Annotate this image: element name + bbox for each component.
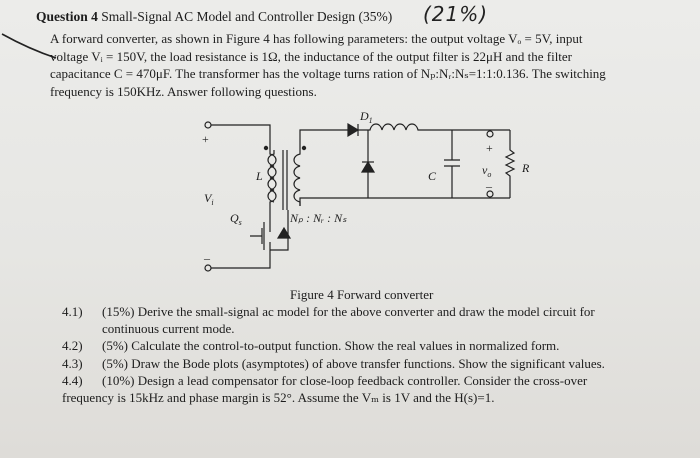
- intro-line-3: capacitance C = 470μF. The transformer has the voltage turns ration of Nₚ:Nᵣ:Nₛ=1:1:0.136. The switching: [50, 66, 606, 82]
- input-minus-terminal: [205, 265, 211, 271]
- intro-line-1: A forward converter, as shown in Figure 4 has following parameters: the output voltage Vₒ = 5V, input: [50, 31, 583, 46]
- output-plus-label: +: [486, 141, 493, 155]
- input-plus-terminal: [205, 122, 211, 128]
- sub-question-number: 4.3): [62, 355, 83, 371]
- question-heading: [36, 9, 392, 25]
- d1-label: $D_1$: [360, 110, 373, 125]
- sub-questions: [62, 303, 662, 406]
- question-title: Small-Signal AC Model and Controller Design: [101, 9, 356, 24]
- sub-question-continuation: continuous current mode.: [102, 321, 235, 337]
- intro-line-2: voltage Vᵢ = 150V, the load resistance is 1Ω, the inductance of the output filter is 22μH and the filter: [50, 48, 573, 64]
- sub-question-text: (10%) Design a lead compensator for close-loop feedback controller. Consider the cross-over: [102, 372, 588, 388]
- sub-question-4-3: [62, 355, 662, 372]
- vi-label: $V_i$: [204, 191, 214, 207]
- q-label: $Q_s$: [230, 211, 242, 227]
- question-percent: (35%): [358, 9, 393, 24]
- handwritten-score: (21%): [423, 2, 489, 26]
- c-label: C: [428, 169, 437, 183]
- vo-label: $v_o$: [482, 163, 492, 179]
- sub-question-text: (15%) Derive the small-signal ac model for the above converter and draw the model circuit for: [102, 304, 595, 319]
- question-label: Question 4: [36, 9, 98, 24]
- turns-ratio-label: Nₚ : Nᵣ : Nₛ: [290, 211, 347, 225]
- forward-converter-circuit: [190, 110, 550, 282]
- sub-question-4-2: [62, 337, 662, 354]
- sub-question-continuation: frequency is 15kHz and phase margin is 52°. Assume the Vₘ is 1V and the H(s)=1.: [62, 390, 495, 406]
- r-label: R: [522, 161, 530, 175]
- sub-question-number: 4.4): [62, 372, 83, 388]
- intro-line-4: frequency is 150KHz. Answer following questions.: [50, 83, 317, 99]
- output-minus-label: –: [486, 179, 492, 193]
- input-minus-label: –: [204, 251, 210, 265]
- input-plus-label: +: [202, 132, 209, 146]
- reset-winding: [268, 150, 274, 202]
- sub-question-text: (5%) Calculate the control-to-output function. Show the real values in normalized form.: [102, 338, 560, 354]
- sub-question-number: 4.2): [62, 338, 83, 354]
- sub-question-text: (5%) Draw the Bode plots (asymptotes) of above transfer functions. Show the significant values.: [102, 355, 605, 371]
- sub-question-number: 4.1): [62, 304, 83, 319]
- problem-statement: [50, 30, 670, 100]
- figure-caption: Figure 4 Forward converter: [290, 287, 434, 302]
- l-label: L: [256, 169, 263, 183]
- secondary-winding: [294, 150, 300, 206]
- sub-question-4-1: [62, 303, 662, 320]
- sub-question-4-4: [62, 372, 662, 389]
